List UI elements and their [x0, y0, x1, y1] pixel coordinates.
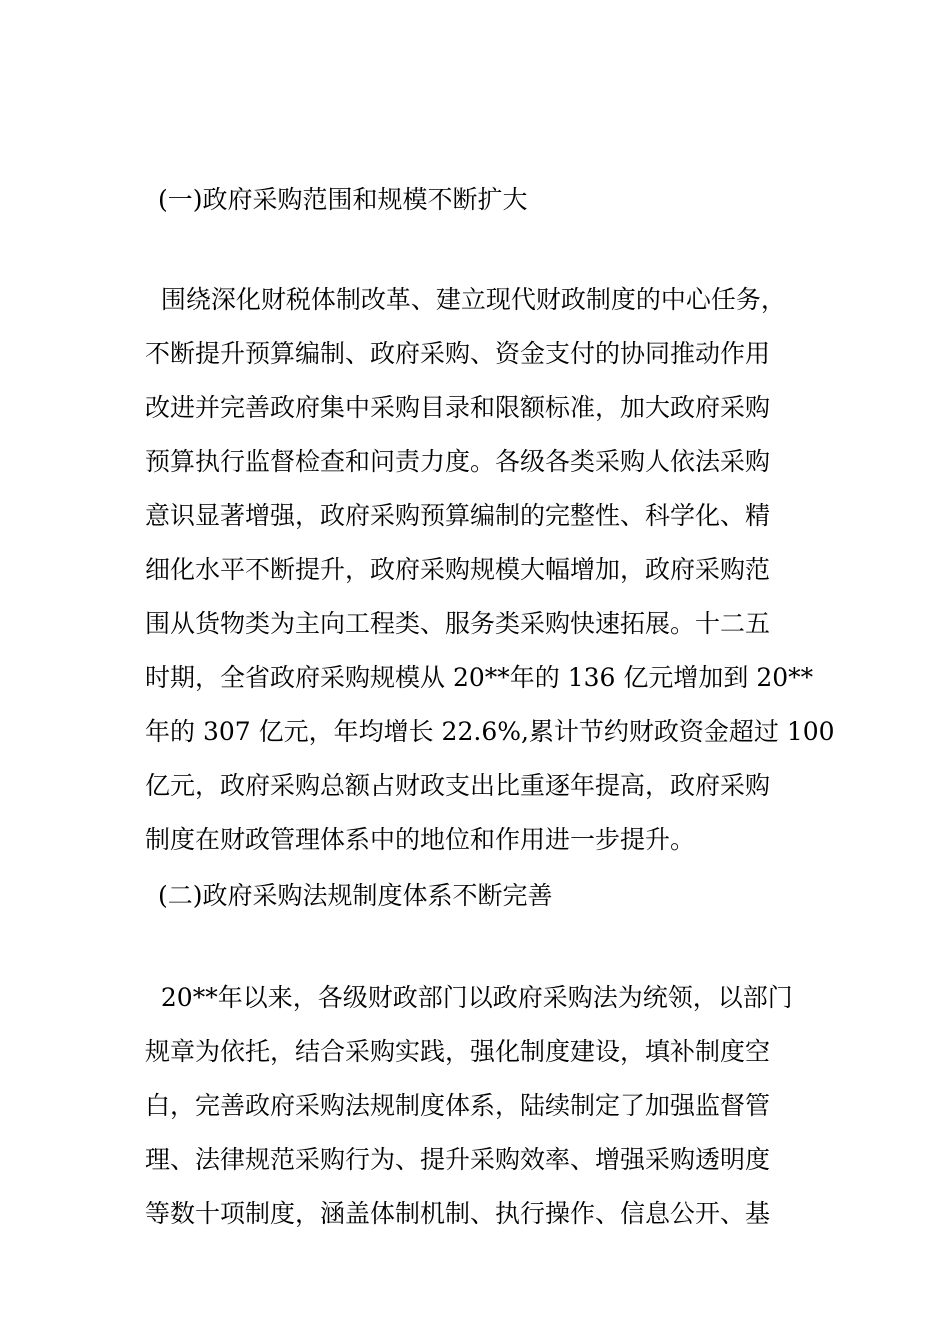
paragraph-line: 围绕深化财税体制改革、建立现代财政制度的中心任务，	[145, 285, 786, 314]
paragraph-line: 制度在财政管理体系中的地位和作用进一步提升。	[145, 825, 696, 854]
paragraph-line: 预算执行监督检查和问责力度。各级各类采购人依法采购	[145, 447, 771, 476]
paragraph-line: 时期，全省政府采购规模从 20**年的 136 亿元增加到 20**	[145, 663, 814, 692]
paragraph-line: 亿元，政府采购总额占财政支出比重逐年提高，政府采购	[145, 771, 771, 800]
paragraph-line: 白，完善政府采购法规制度体系，陆续制定了加强监督管	[145, 1091, 771, 1120]
section-heading-2: (二)政府采购法规制度体系不断完善	[158, 881, 553, 910]
paragraph-line: 改进并完善政府集中采购目录和限额标准，加大政府采购	[145, 393, 771, 422]
paragraph-line: 规章为依托，结合采购实践，强化制度建设，填补制度空	[145, 1037, 771, 1066]
paragraph-line: 20**年以来，各级财政部门以政府采购法为统领，以部门	[145, 983, 793, 1012]
paragraph-line: 意识显著增强，政府采购预算编制的完整性、科学化、精	[145, 501, 771, 530]
paragraph-line: 围从货物类为主向工程类、服务类采购快速拓展。十二五	[145, 609, 771, 638]
paragraph-line: 不断提升预算编制、政府采购、资金支付的协同推动作用	[145, 339, 771, 368]
section-heading-1: (一)政府采购范围和规模不断扩大	[158, 185, 528, 214]
paragraph-2	[145, 971, 825, 1241]
paragraph-line: 等数十项制度，涵盖体制机制、执行操作、信息公开、基	[145, 1199, 771, 1228]
paragraph-line: 年的 307 亿元，年均增长 22.6%,累计节约财政资金超过 100	[145, 717, 835, 746]
paragraph-1	[145, 273, 835, 867]
paragraph-line: 细化水平不断提升，政府采购规模大幅增加，政府采购范	[145, 555, 771, 584]
paragraph-line: 理、法律规范采购行为、提升采购效率、增强采购透明度	[145, 1145, 771, 1174]
